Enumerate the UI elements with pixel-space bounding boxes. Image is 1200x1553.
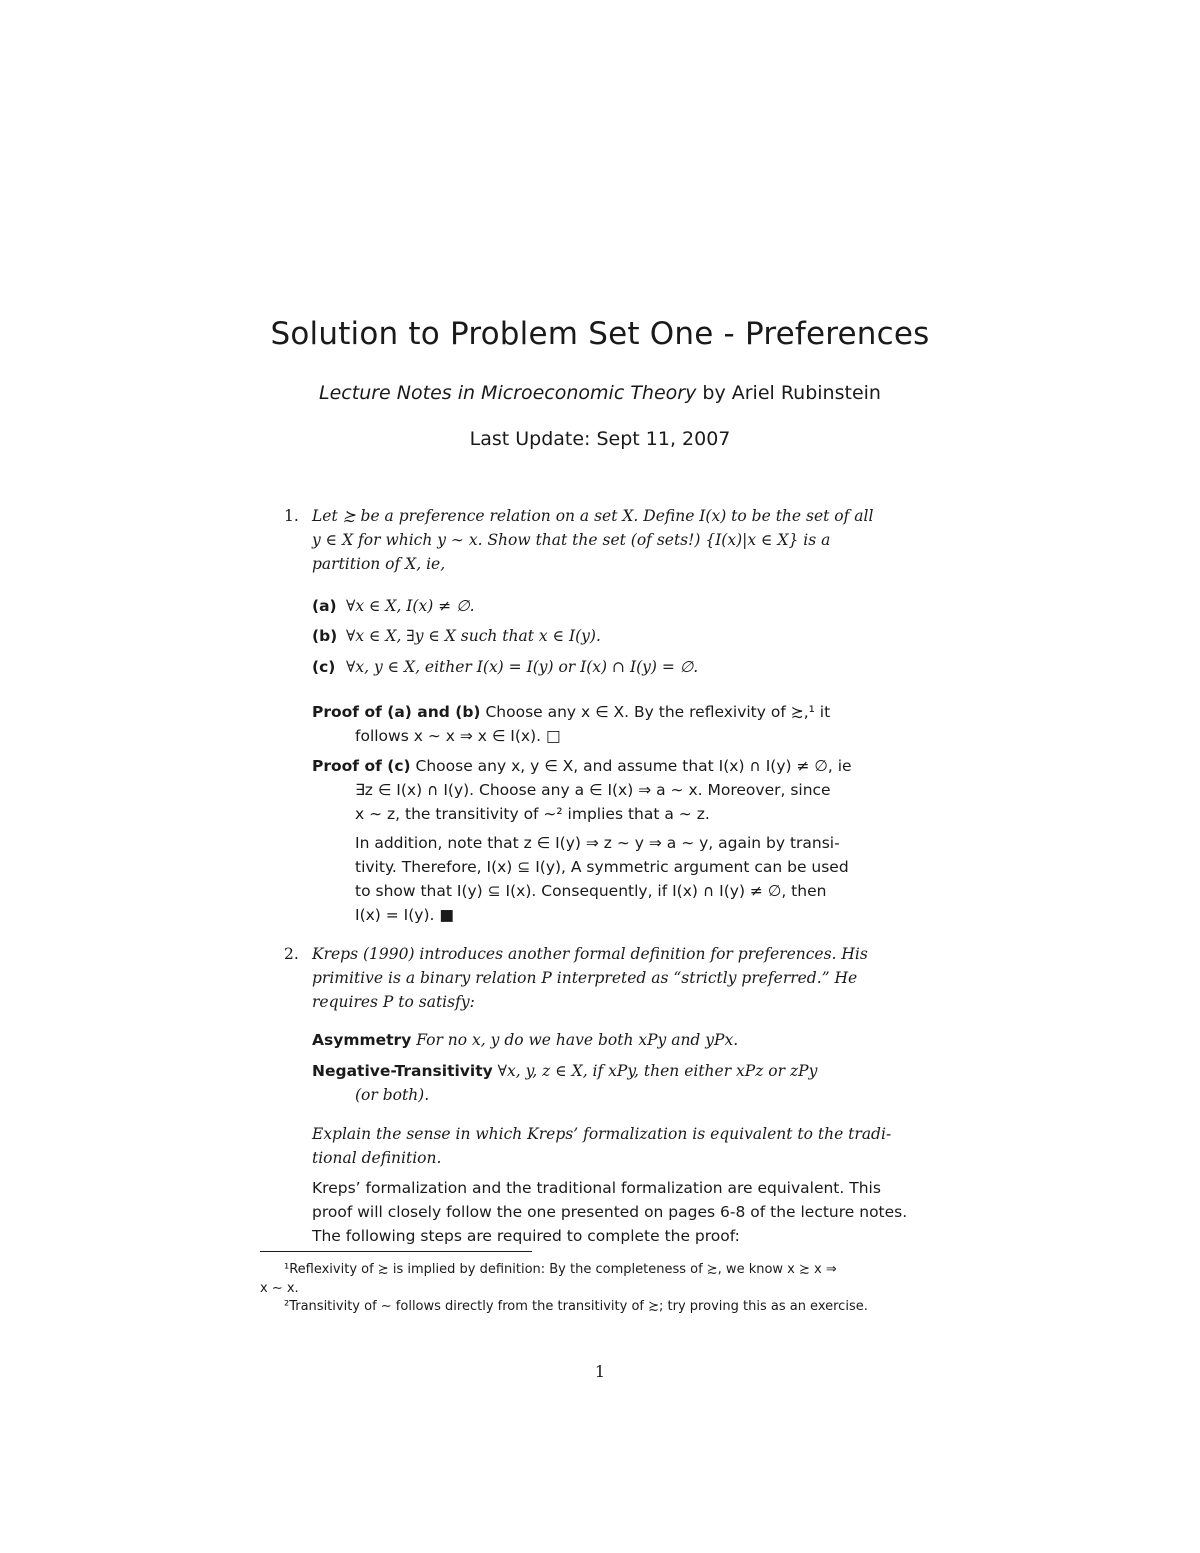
proof-c-line: x ∼ z, the transitivity of ∼² implies that a ∼ z. bbox=[355, 805, 710, 823]
proof-c-line: ∃z ∈ I(x) ∩ I(y). Choose any a ∈ I(x) ⇒ a ∼ x. Moreover, since bbox=[355, 781, 831, 799]
footnote-2-line: ²Transitivity of ∼ follows directly from the transitivity of ≿; try proving this as an exercise. bbox=[284, 1299, 868, 1314]
proof-c-body bbox=[355, 778, 938, 927]
proof-ab-cont: follows x ∼ x ⇒ x ∈ I(x). □ bbox=[355, 727, 561, 745]
proof-ab bbox=[312, 700, 938, 724]
footnote-1-line: ¹Reflexivity of ≿ is implied by definition: By the completeness of ≿, we know x ≿ x ⇒ bbox=[284, 1262, 837, 1277]
paper-title: Solution to Problem Set One - Preferences bbox=[270, 316, 930, 352]
proof-c-text: Choose any x, y ∈ X, and assume that I(x) ∩ I(y) ≠ ∅, ie bbox=[415, 757, 852, 775]
asymmetry-def bbox=[312, 1028, 938, 1052]
footnote-2 bbox=[260, 1297, 940, 1316]
problem-2-line: primitive is a binary relation P interpreted as “strictly preferred.” He bbox=[312, 969, 858, 987]
answer-line: Kreps’ formalization and the traditional formalization are equivalent. This bbox=[312, 1179, 881, 1197]
proof-c-line: to show that I(y) ⊆ I(x). Consequently, if I(x) ∩ I(y) ≠ ∅, then bbox=[355, 882, 827, 900]
proof-c-line: I(x) = I(y). ■ bbox=[355, 906, 455, 924]
last-update: Last Update: Sept 11, 2007 bbox=[469, 428, 731, 450]
page-number: 1 bbox=[594, 1362, 606, 1381]
negative-transitivity-cont: (or both). bbox=[355, 1086, 430, 1104]
footnote-1 bbox=[260, 1260, 940, 1298]
explain-prompt bbox=[312, 1122, 938, 1170]
book-title: Lecture Notes in Microeconomic Theory bbox=[319, 382, 697, 404]
item-c bbox=[312, 655, 938, 679]
author: by Ariel Rubinstein bbox=[702, 382, 881, 404]
item-a-label: (a) bbox=[312, 597, 337, 615]
answer-line: The following steps are required to complete the proof: bbox=[312, 1227, 740, 1245]
proof-c-line: In addition, note that z ∈ I(y) ⇒ z ∼ y ⇒ a ∼ y, again by transi- bbox=[355, 834, 840, 852]
item-a-text: ∀x ∈ X, I(x) ≠ ∅. bbox=[346, 597, 475, 615]
problem-1-statement bbox=[312, 504, 938, 576]
footnote-1-line: x ∼ x. bbox=[260, 1281, 299, 1296]
explain-line: tional definition. bbox=[312, 1149, 442, 1167]
proof-ab-text: Choose any x ∈ X. By the reflexivity of ≿,¹ it bbox=[485, 703, 831, 721]
negative-transitivity-heading: Negative-Transitivity bbox=[312, 1062, 493, 1080]
footnote-rule bbox=[260, 1251, 532, 1252]
answer-line: proof will closely follow the one presented on pages 6-8 of the lecture notes. bbox=[312, 1203, 908, 1221]
explain-line: Explain the sense in which Kreps’ formalization is equivalent to the tradi- bbox=[312, 1125, 892, 1143]
problem-1-line: partition of X, ie, bbox=[312, 555, 446, 573]
item-c-text: ∀x, y ∈ X, either I(x) = I(y) or I(x) ∩ I(y) = ∅. bbox=[346, 658, 699, 676]
answer-text bbox=[312, 1176, 938, 1248]
byline bbox=[0, 382, 1200, 404]
problem-1-line: y ∈ X for which y ∼ x. Show that the set (of sets!) {I(x)|x ∈ X} is a bbox=[312, 531, 831, 549]
proof-c bbox=[312, 754, 938, 778]
item-b bbox=[312, 624, 938, 648]
problem-2-number: 2. bbox=[284, 945, 299, 963]
problem-2-statement bbox=[312, 942, 938, 1014]
problem-2-line: Kreps (1990) introduces another formal definition for preferences. His bbox=[312, 945, 868, 963]
problem-1-line: Let ≿ be a preference relation on a set X. Define I(x) to be the set of all bbox=[312, 507, 874, 525]
item-b-label: (b) bbox=[312, 627, 338, 645]
problem-1-number: 1. bbox=[284, 507, 299, 525]
item-b-text: ∀x ∈ X, ∃y ∈ X such that x ∈ I(y). bbox=[346, 627, 601, 645]
item-a bbox=[312, 594, 938, 618]
negative-transitivity-text: ∀x, y, z ∈ X, if xPy, then either xPz or zPy bbox=[497, 1062, 818, 1080]
asymmetry-heading: Asymmetry bbox=[312, 1031, 412, 1049]
item-c-label: (c) bbox=[312, 658, 336, 676]
negative-transitivity-def bbox=[312, 1059, 938, 1083]
proof-c-line: tivity. Therefore, I(x) ⊆ I(y), A symmetric argument can be used bbox=[355, 858, 849, 876]
asymmetry-text: For no x, y do we have both xPy and yPx. bbox=[416, 1031, 739, 1049]
proof-ab-heading: Proof of (a) and (b) bbox=[312, 703, 481, 721]
proof-c-heading: Proof of (c) bbox=[312, 757, 411, 775]
problem-2-line: requires P to satisfy: bbox=[312, 993, 475, 1011]
